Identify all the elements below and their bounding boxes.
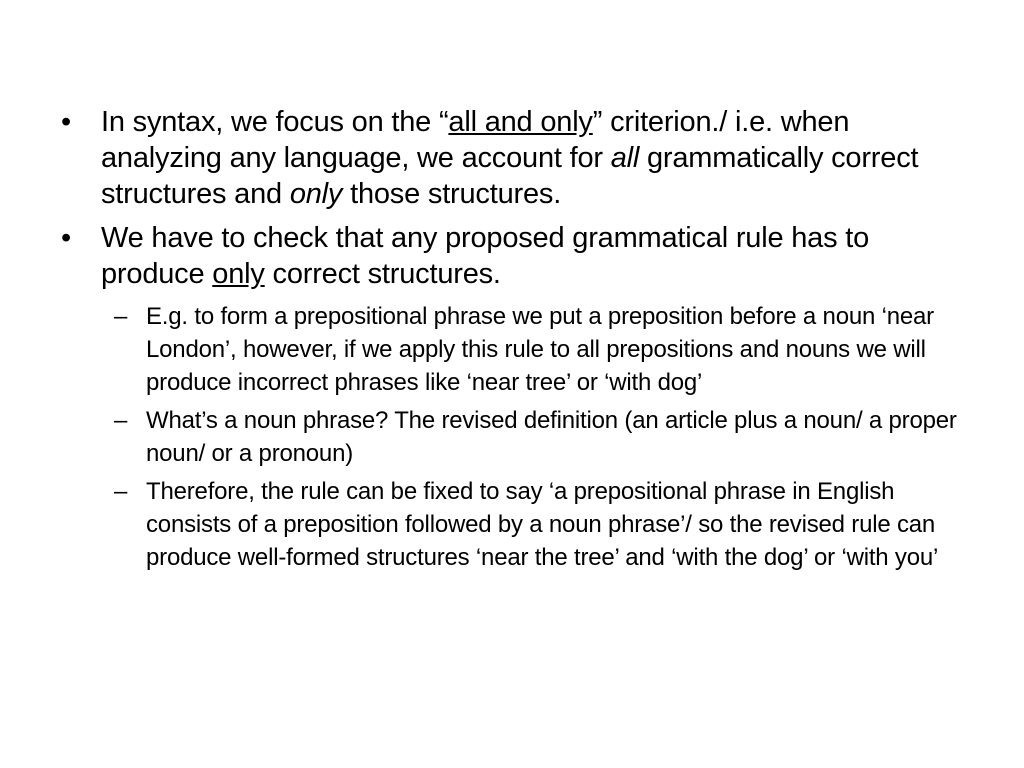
bullet-text: correct structures. <box>264 258 501 290</box>
bullet-marker: • <box>61 222 71 254</box>
slide-body <box>60 104 970 579</box>
italic-term: only <box>289 178 343 210</box>
bullet-all-and-only <box>60 104 970 212</box>
sub-bullet-text: What’s a noun phrase? The revised definition (an article plus a noun/ a proper noun/ or a pronoun) <box>146 407 957 467</box>
bullet-text: We have to check that any proposed grammatical rule has to produce <box>101 222 870 290</box>
bullet-marker: • <box>61 106 71 138</box>
sub-bullet-noun-phrase <box>60 404 970 470</box>
bullet-grammatical-rule <box>60 220 970 292</box>
sub-bullet-marker: – <box>114 478 128 505</box>
sub-bullet-example <box>60 300 970 399</box>
underlined-term: only <box>212 258 265 290</box>
bullet-text: those structures. <box>342 178 562 210</box>
bullet-text: grammatically correct structures and <box>101 142 919 210</box>
sub-bullet-marker: – <box>114 407 128 434</box>
sub-bullet-revised-rule <box>60 475 970 574</box>
italic-term: all <box>610 142 640 174</box>
sub-bullet-text: E.g. to form a prepositional phrase we put a preposition before a noun ‘near London’, however, if we apply this rule to all prepositions and nouns we will produce incorrect phrases like ‘near tree’ or ‘with dog’ <box>146 303 934 396</box>
sub-bullet-text: Therefore, the rule can be fixed to say ‘a prepositional phrase in English consists of a preposition followed by a noun phrase’/ so the revised rule can produce well-formed structures ‘near the tree’ and ‘with the dog’ or ‘with you’ <box>146 478 939 571</box>
underlined-term: all and only <box>448 106 593 138</box>
bullet-text: ” criterion./ i.e. when analyzing any language, we account for <box>101 106 850 174</box>
bullet-text: In syntax, we focus on the “ <box>101 106 449 138</box>
sub-bullet-marker: – <box>114 303 128 330</box>
